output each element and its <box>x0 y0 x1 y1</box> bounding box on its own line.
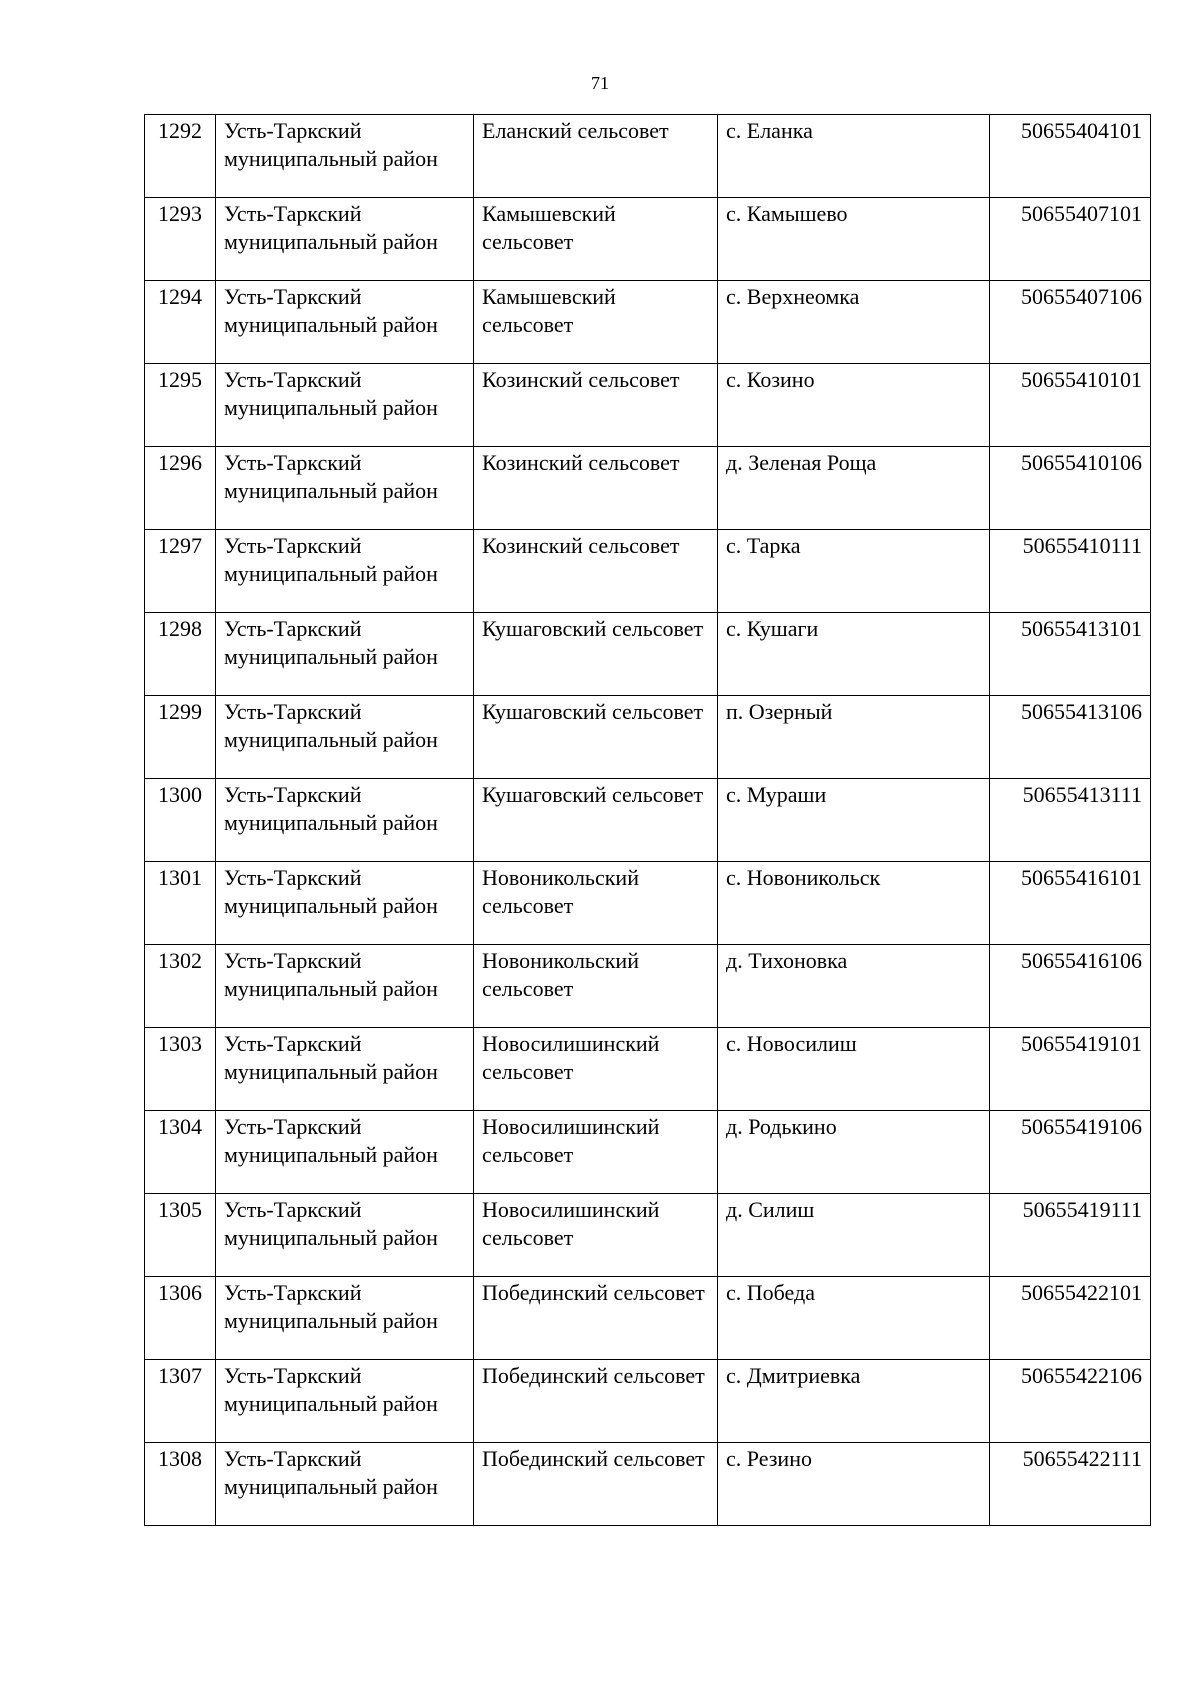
table-row <box>145 1277 1151 1360</box>
council-cell: Побединский сельсовет <box>474 1360 718 1443</box>
row-number: 1292 <box>145 115 216 198</box>
table-row <box>145 1111 1151 1194</box>
code-cell: 50655422101 <box>990 1277 1151 1360</box>
locality-cell: с. Еланка <box>718 115 990 198</box>
locality-cell: д. Тихоновка <box>718 945 990 1028</box>
row-number: 1308 <box>145 1443 216 1526</box>
district-cell: Усть-Таркский муниципальный район <box>216 115 474 198</box>
code-cell: 50655422106 <box>990 1360 1151 1443</box>
code-cell: 50655413101 <box>990 613 1151 696</box>
locality-cell: с. Резино <box>718 1443 990 1526</box>
table-row <box>145 862 1151 945</box>
district-cell: Усть-Таркский муниципальный район <box>216 1277 474 1360</box>
table-row <box>145 530 1151 613</box>
table-row <box>145 1443 1151 1526</box>
table-body <box>145 115 1151 1526</box>
district-cell: Усть-Таркский муниципальный район <box>216 862 474 945</box>
district-cell: Усть-Таркский муниципальный район <box>216 447 474 530</box>
council-cell: Кушаговский сельсовет <box>474 613 718 696</box>
code-cell: 50655416106 <box>990 945 1151 1028</box>
row-number: 1298 <box>145 613 216 696</box>
district-cell: Усть-Таркский муниципальный район <box>216 281 474 364</box>
locality-cell: п. Озерный <box>718 696 990 779</box>
table-row <box>145 115 1151 198</box>
locality-cell: с. Мураши <box>718 779 990 862</box>
council-cell: Камышевский сельсовет <box>474 281 718 364</box>
council-cell: Козинский сельсовет <box>474 364 718 447</box>
code-cell: 50655419106 <box>990 1111 1151 1194</box>
council-cell: Еланский сельсовет <box>474 115 718 198</box>
locality-cell: д. Родькино <box>718 1111 990 1194</box>
table-row <box>145 613 1151 696</box>
table-row <box>145 696 1151 779</box>
council-cell: Кушаговский сельсовет <box>474 696 718 779</box>
council-cell: Новосилишинский сельсовет <box>474 1111 718 1194</box>
code-cell: 50655413111 <box>990 779 1151 862</box>
council-cell: Камышевский сельсовет <box>474 198 718 281</box>
council-cell: Козинский сельсовет <box>474 447 718 530</box>
table-row <box>145 1360 1151 1443</box>
row-number: 1299 <box>145 696 216 779</box>
district-cell: Усть-Таркский муниципальный район <box>216 1443 474 1526</box>
district-cell: Усть-Таркский муниципальный район <box>216 1111 474 1194</box>
council-cell: Кушаговский сельсовет <box>474 779 718 862</box>
row-number: 1297 <box>145 530 216 613</box>
district-cell: Усть-Таркский муниципальный район <box>216 198 474 281</box>
code-cell: 50655422111 <box>990 1443 1151 1526</box>
district-cell: Усть-Таркский муниципальный район <box>216 364 474 447</box>
council-cell: Побединский сельсовет <box>474 1443 718 1526</box>
locality-cell: с. Новоникольск <box>718 862 990 945</box>
locality-cell: с. Кушаги <box>718 613 990 696</box>
code-cell: 50655404101 <box>990 115 1151 198</box>
row-number: 1302 <box>145 945 216 1028</box>
settlement-registry-table <box>144 114 1151 1526</box>
council-cell: Новоникольский сельсовет <box>474 945 718 1028</box>
row-number: 1295 <box>145 364 216 447</box>
table-row <box>145 364 1151 447</box>
code-cell: 50655407101 <box>990 198 1151 281</box>
row-number: 1305 <box>145 1194 216 1277</box>
row-number: 1300 <box>145 779 216 862</box>
district-cell: Усть-Таркский муниципальный район <box>216 613 474 696</box>
locality-cell: с. Новосилиш <box>718 1028 990 1111</box>
council-cell: Козинский сельсовет <box>474 530 718 613</box>
table-row <box>145 1028 1151 1111</box>
table-row <box>145 447 1151 530</box>
district-cell: Усть-Таркский муниципальный район <box>216 696 474 779</box>
locality-cell: с. Дмитриевка <box>718 1360 990 1443</box>
table-row <box>145 198 1151 281</box>
locality-cell: с. Камышево <box>718 198 990 281</box>
district-cell: Усть-Таркский муниципальный район <box>216 1028 474 1111</box>
council-cell: Побединский сельсовет <box>474 1277 718 1360</box>
table-row <box>145 945 1151 1028</box>
code-cell: 50655419111 <box>990 1194 1151 1277</box>
table-row <box>145 779 1151 862</box>
code-cell: 50655410106 <box>990 447 1151 530</box>
row-number: 1301 <box>145 862 216 945</box>
council-cell: Новосилишинский сельсовет <box>474 1194 718 1277</box>
page-number: 71 <box>591 73 609 93</box>
locality-cell: с. Козино <box>718 364 990 447</box>
row-number: 1306 <box>145 1277 216 1360</box>
locality-cell: с. Победа <box>718 1277 990 1360</box>
district-cell: Усть-Таркский муниципальный район <box>216 530 474 613</box>
district-cell: Усть-Таркский муниципальный район <box>216 945 474 1028</box>
code-cell: 50655413106 <box>990 696 1151 779</box>
locality-cell: с. Верхнеомка <box>718 281 990 364</box>
row-number: 1307 <box>145 1360 216 1443</box>
locality-cell: д. Зеленая Роща <box>718 447 990 530</box>
row-number: 1294 <box>145 281 216 364</box>
code-cell: 50655416101 <box>990 862 1151 945</box>
row-number: 1296 <box>145 447 216 530</box>
code-cell: 50655410101 <box>990 364 1151 447</box>
table-row <box>145 1194 1151 1277</box>
code-cell: 50655410111 <box>990 530 1151 613</box>
council-cell: Новоникольский сельсовет <box>474 862 718 945</box>
locality-cell: с. Тарка <box>718 530 990 613</box>
table-row <box>145 281 1151 364</box>
row-number: 1303 <box>145 1028 216 1111</box>
code-cell: 50655419101 <box>990 1028 1151 1111</box>
district-cell: Усть-Таркский муниципальный район <box>216 779 474 862</box>
district-cell: Усть-Таркский муниципальный район <box>216 1360 474 1443</box>
row-number: 1293 <box>145 198 216 281</box>
locality-cell: д. Силиш <box>718 1194 990 1277</box>
council-cell: Новосилишинский сельсовет <box>474 1028 718 1111</box>
district-cell: Усть-Таркский муниципальный район <box>216 1194 474 1277</box>
code-cell: 50655407106 <box>990 281 1151 364</box>
row-number: 1304 <box>145 1111 216 1194</box>
